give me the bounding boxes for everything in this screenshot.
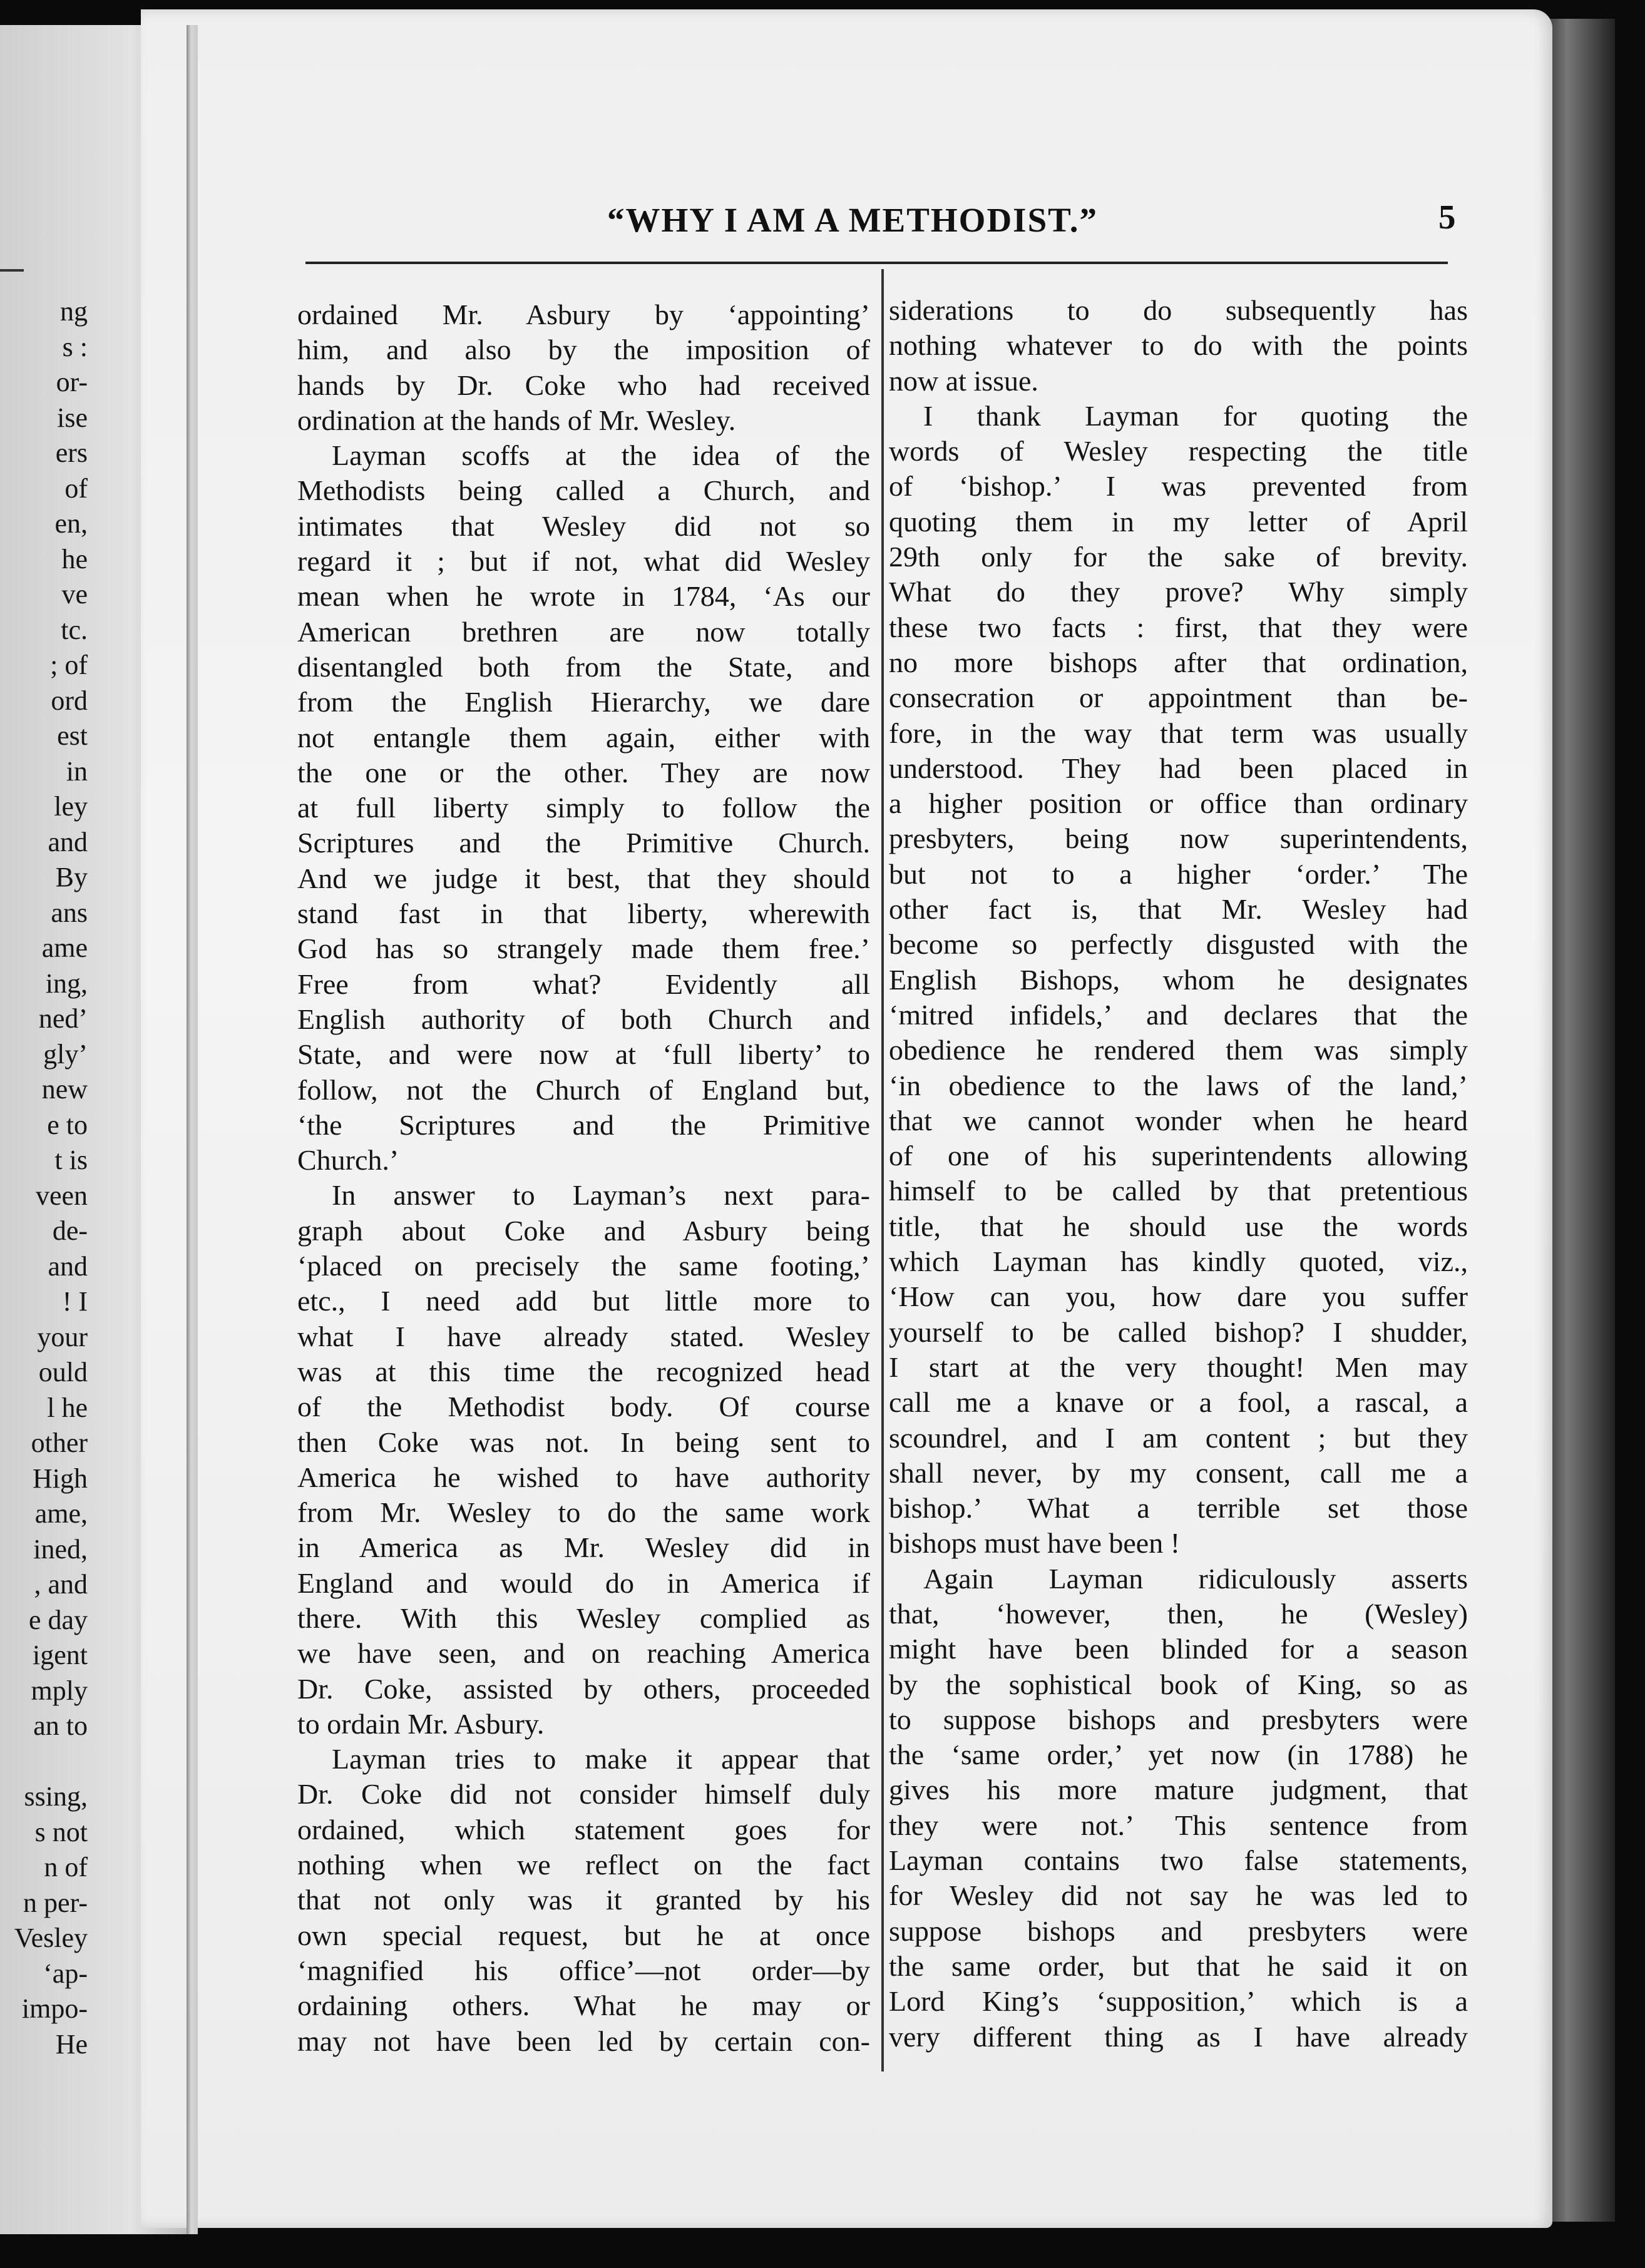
text-line: that we cannot wonder when he heard	[889, 1104, 1468, 1137]
facing-page-line: n per-	[23, 1887, 88, 1918]
text-line: himself to be called by that pretentious	[889, 1175, 1468, 1207]
text-line: intimates that Wesley did not so	[297, 509, 870, 542]
facing-page-line: s not	[34, 1816, 88, 1847]
facing-page-line: your	[37, 1321, 88, 1352]
text-line: then Coke was not. In being sent to	[297, 1426, 870, 1458]
text-line: from the English Hierarchy, we dare	[297, 686, 870, 718]
facing-page-line: ve	[61, 579, 88, 610]
facing-page-line: He	[55, 2028, 88, 2060]
text-line: but not to a higher ‘order.’ The	[889, 857, 1468, 890]
facing-page-line: in	[66, 755, 88, 787]
facing-page-line: e day	[28, 1604, 88, 1635]
page-number: 5	[1438, 198, 1456, 236]
facing-page-line: ‘ap-	[43, 1958, 88, 1989]
text-line: Lord King’s ‘supposition,’ which is a	[889, 1985, 1468, 2018]
text-line: of one of his superintendents allowing	[889, 1140, 1468, 1172]
text-line: ‘magnified his office’—not order—by	[297, 1954, 870, 1986]
facing-page-line: and	[48, 1250, 88, 1282]
facing-page-line: ame,	[34, 1498, 88, 1529]
facing-page-line: est	[57, 720, 88, 751]
text-line: obedience he rendered them was simply	[889, 1034, 1468, 1066]
facing-page-line: ley	[54, 791, 88, 822]
facing-page-line: other	[31, 1428, 88, 1458]
text-line: not entangle them again, either with	[297, 721, 870, 753]
text-line: now at issue.	[889, 364, 1038, 397]
facing-page-line: , and	[34, 1569, 88, 1600]
text-line: a higher position or office than ordinary	[889, 787, 1468, 820]
text-line: own special request, but he at once	[297, 1919, 870, 1951]
facing-page-line: of	[64, 472, 88, 504]
facing-page-line: l he	[47, 1392, 88, 1423]
text-line: understood. They had been placed in	[889, 752, 1468, 784]
text-line: suppose bishops and presbyters were	[889, 1914, 1468, 1947]
facing-page-line: ! I	[62, 1286, 88, 1317]
facing-page-line: ers	[55, 437, 88, 468]
text-line: him, and also by the imposition of	[297, 334, 870, 366]
text-line: Dr. Coke, assisted by others, proceeded	[297, 1672, 870, 1705]
text-line: What do they prove? Why simply	[889, 576, 1468, 608]
text-line: by the sophistical book of King, so as	[889, 1668, 1468, 1700]
text-line: graph about Coke and Asbury being	[297, 1214, 870, 1247]
text-line: to suppose bishops and presbyters were	[889, 1703, 1468, 1735]
text-line: the ‘same order,’ yet now (in 1788) he	[889, 1739, 1468, 1771]
text-line: in America as Mr. Wesley did in	[297, 1531, 870, 1564]
text-line: follow, not the Church of England but,	[297, 1073, 870, 1106]
text-line: title, that he should use the words	[889, 1210, 1468, 1242]
text-line: State, and were now at ‘full liberty’ to	[297, 1038, 870, 1071]
text-line: may not have been led by certain con-	[297, 2025, 870, 2057]
text-line: I start at the very thought! Men may	[889, 1351, 1468, 1383]
text-line: English authority of both Church and	[297, 1003, 870, 1035]
text-line: other fact is, that Mr. Wesley had	[889, 893, 1468, 926]
text-line: scoundrel, and I am content ; but they	[889, 1421, 1468, 1454]
facing-page-line: ined,	[33, 1533, 88, 1565]
text-line: Layman scoffs at the idea of the	[332, 439, 870, 472]
text-line: there. With this Wesley complied as	[297, 1601, 870, 1634]
facing-page-line: ame	[41, 932, 88, 963]
text-line: ‘placed on precisely the same footing,’	[297, 1250, 870, 1282]
facing-page-line: tc.	[61, 614, 88, 645]
facing-page-line: ans	[51, 897, 88, 928]
text-line: might have been blinded for a season	[889, 1633, 1468, 1665]
facing-page-line: ould	[38, 1357, 88, 1387]
text-line: I thank Layman for quoting the	[923, 399, 1468, 432]
facing-page-line: ; of	[50, 650, 88, 680]
text-line: they were not.’ This sentence from	[889, 1809, 1468, 1841]
facing-page-line: an to	[33, 1710, 88, 1741]
facing-page-line: new	[41, 1074, 88, 1105]
text-line: God has so strangely made them free.’	[297, 932, 870, 965]
text-column-left	[297, 297, 870, 2059]
facing-page-line: or-	[56, 367, 88, 397]
text-line: regard it ; but if not, what did Wesley	[297, 545, 870, 578]
facing-page-line: de-	[52, 1215, 88, 1246]
facing-page-line: ng	[60, 296, 88, 327]
text-line: gives his more mature judgment, that	[889, 1774, 1468, 1806]
text-line: ordained, which statement goes for	[297, 1813, 870, 1846]
facing-page-line: High	[33, 1463, 88, 1494]
text-line: ordination at the hands of Mr. Wesley.	[297, 404, 736, 436]
running-head: “WHY I AM A METHODIST.”	[607, 201, 1099, 239]
text-line: ‘the Scriptures and the Primitive	[297, 1108, 870, 1141]
text-line: yourself to be called bishop? I shudder,	[889, 1315, 1468, 1348]
text-line: Methodists being called a Church, and	[297, 474, 870, 507]
text-column-right	[889, 293, 1468, 2055]
text-line: Church.’	[297, 1144, 399, 1177]
text-line: to ordain Mr. Asbury.	[297, 1707, 545, 1740]
text-line: we have seen, and on reaching America	[297, 1637, 870, 1670]
facing-page-line: n of	[44, 1852, 88, 1882]
text-line: consecration or appointment than be-	[889, 682, 1468, 714]
text-line: ordained Mr. Asbury by ‘appointing’	[297, 299, 870, 330]
text-line: bishop.’ What a terrible set those	[889, 1492, 1468, 1525]
facing-page-line: e to	[47, 1109, 88, 1140]
text-line: the same order, but that he said it on	[889, 1949, 1468, 1982]
text-line: Free from what? Evidently all	[297, 968, 870, 1000]
text-line: hands by Dr. Coke who had received	[297, 369, 870, 401]
facing-page-line: By	[55, 862, 88, 892]
text-line: disentangled both from the State, and	[297, 650, 870, 683]
facing-page-line: and	[48, 826, 88, 857]
text-line: ‘How can you, how dare you suffer	[889, 1280, 1468, 1313]
facing-page-line: ise	[57, 402, 88, 433]
text-line: And we judge it best, that they should	[297, 862, 870, 894]
facing-page-line: Vesley	[14, 1923, 88, 1953]
header-rule	[305, 262, 1448, 264]
facing-page-line: veen	[35, 1180, 88, 1211]
text-line: at full liberty simply to follow the	[297, 792, 870, 824]
facing-page-text	[0, 294, 88, 2062]
text-line: mean when he wrote in 1784, ‘As our	[297, 580, 870, 613]
book-gutter	[187, 25, 198, 2234]
facing-page-line: impo-	[21, 1993, 88, 2024]
page-edge-shadow	[1546, 19, 1615, 2222]
facing-page-line: mply	[31, 1675, 88, 1706]
text-line: that, ‘however, then, he (Wesley)	[889, 1597, 1468, 1630]
facing-page-line: igent	[33, 1640, 88, 1670]
facing-page-line: he	[61, 543, 88, 575]
facing-page-line: s :	[62, 331, 88, 362]
text-line: these two facts : first, that they were	[889, 611, 1468, 643]
text-line: America he wished to have authority	[297, 1461, 870, 1493]
text-line: ordaining others. What he may or	[297, 1990, 870, 2022]
text-line: fore, in the way that term was usually	[889, 717, 1468, 749]
text-line: Layman contains two false statements,	[889, 1844, 1468, 1877]
text-line: siderations to do subsequently has	[889, 294, 1468, 326]
text-line: from Mr. Wesley to do the same work	[297, 1496, 870, 1529]
text-line: was at this time the recognized head	[297, 1355, 870, 1387]
facing-page-line: ing,	[45, 968, 88, 999]
text-line: American brethren are now totally	[297, 615, 870, 648]
column-divider	[881, 269, 884, 2071]
text-line: the one or the other. They are now	[297, 756, 870, 789]
text-line: that not only was it granted by his	[297, 1884, 870, 1916]
text-line: become so perfectly disgusted with the	[889, 928, 1468, 961]
text-line: shall never, by my consent, call me a	[889, 1456, 1468, 1489]
text-line: England and would do in America if	[297, 1566, 870, 1599]
facing-page-rule	[0, 269, 24, 272]
text-line: stand fast in that liberty, wherewith	[297, 897, 870, 930]
text-line: Dr. Coke did not consider himself duly	[297, 1778, 870, 1811]
text-line: ‘in obedience to the laws of the land,’	[889, 1069, 1468, 1101]
text-line: English Bishops, whom he designates	[889, 963, 1468, 996]
text-line: of the Methodist body. Of course	[297, 1391, 870, 1423]
text-line: ‘mitred infidels,’ and declares that the	[889, 998, 1468, 1031]
text-line: nothing whatever to do with the points	[889, 329, 1468, 362]
text-line: presbyters, being now superintendents,	[889, 822, 1468, 855]
text-line: Scriptures and the Primitive Church.	[297, 827, 870, 859]
text-line: bishops must have been !	[889, 1527, 1181, 1560]
text-line: no more bishops after that ordination,	[889, 646, 1468, 678]
text-line: words of Wesley respecting the title	[889, 435, 1468, 467]
text-line: nothing when we reflect on the fact	[297, 1849, 870, 1881]
facing-page-line	[0, 1744, 88, 1780]
text-line: etc., I need add but little more to	[297, 1285, 870, 1317]
facing-page-line: gly’	[43, 1038, 88, 1070]
text-line: Layman tries to make it appear that	[332, 1743, 870, 1775]
text-line: 29th only for the sake of brevity.	[889, 541, 1468, 573]
text-line: which Layman has kindly quoted, viz.,	[889, 1245, 1468, 1278]
text-line: what I have already stated. Wesley	[297, 1320, 870, 1352]
facing-page-line: ord	[51, 685, 88, 716]
text-line: In answer to Layman’s next para-	[332, 1179, 870, 1212]
text-line: Again Layman ridiculously asserts	[923, 1562, 1468, 1595]
text-line: call me a knave or a fool, a rascal, a	[889, 1386, 1468, 1419]
text-line: for Wesley did not say he was led to	[889, 1879, 1468, 1912]
facing-page-line: ssing,	[24, 1781, 88, 1812]
text-line: very different thing as I have already	[889, 2020, 1468, 2053]
facing-page-line: t is	[54, 1145, 88, 1175]
facing-page-line: en,	[54, 508, 88, 539]
text-line: quoting them in my letter of April	[889, 505, 1468, 538]
text-line: of ‘bishop.’ I was prevented from	[889, 470, 1468, 503]
facing-page-line: ned’	[38, 1003, 88, 1034]
